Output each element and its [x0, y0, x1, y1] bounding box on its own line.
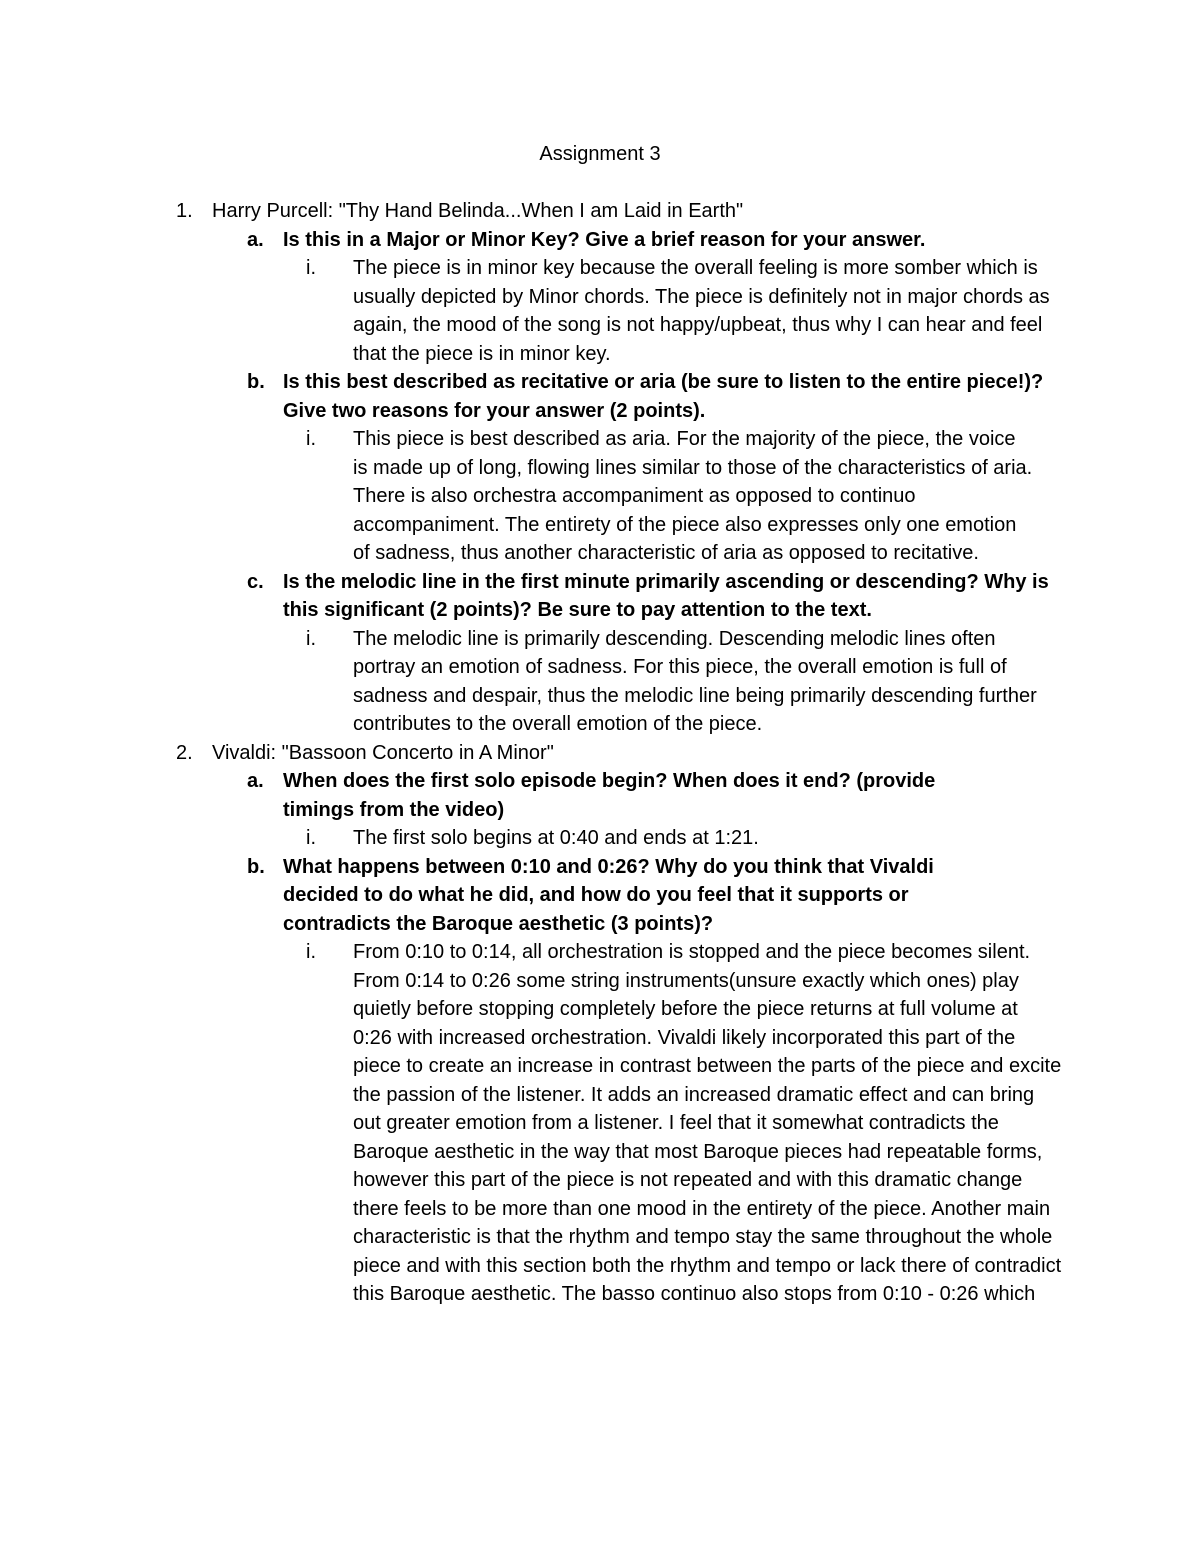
sub-question-letter: b. — [247, 855, 265, 878]
sub-question-letter: b. — [247, 371, 265, 393]
answer-item — [0, 254, 1200, 368]
answer-marker: i. — [306, 428, 316, 450]
answer-text: The melodic line is primarily descending. Descending melodic lines often portray an emotion of sadness. For this piece, the overall emotion is full of sadness and despair, thus the melodic line being primarily descending further contributes to the overall emotion of the piece. — [353, 627, 1037, 735]
answer-item — [0, 824, 1200, 853]
question-number: 1. — [176, 200, 193, 222]
answer-item — [0, 938, 1200, 1309]
sub-question — [0, 368, 1200, 425]
answer-marker: i. — [306, 627, 316, 650]
answer-text: The first solo begins at 0:40 and ends at 1:21. — [353, 827, 759, 849]
question-list — [0, 197, 1200, 1309]
sub-question — [0, 568, 1200, 625]
sub-question-letter: c. — [247, 570, 264, 593]
answer-text: From 0:10 to 0:14, all orchestration is stopped and the piece becomes silent. From 0:14 to 0:26 some string instruments(unsure exactly which ones) play quietly before stopping completely before the piece returns at full volume at 0:26 with increased orchestration. Vivaldi likely incorporated this part of the piece to create an increase in contrast between the parts of the piece and excite the passion of the listener. It adds an increased dramatic effect and can bring out greater emotion from a listener. I feel that it somewhat contradicts the Baroque aesthetic in the way that most Baroque pieces had repeatable forms, however this part of the piece is not repeated and with this dramatic change there feels to be more than one mood in the entirety of the piece. Another main characteristic is that the rhythm and tempo stay the same throughout the whole piece and with this section both the rhythm and tempo or lack there of contradict this Baroque aesthetic. The basso continuo also stops from 0:10 - 0:26 which — [353, 941, 1062, 1305]
question-item — [0, 739, 1200, 768]
answer-item — [0, 425, 1200, 568]
question-number: 2. — [176, 741, 193, 764]
answer-marker: i. — [306, 827, 316, 849]
sub-question-letter: a. — [247, 228, 264, 251]
answer-item — [0, 625, 1200, 739]
sub-question — [0, 853, 1200, 939]
answer-text: The piece is in minor key because the overall feeling is more somber which is usually depicted by Minor chords. The piece is definitely not in major chords as again, the mood of the song is not happy/upbeat, thus why I can hear and feel that the piece is in minor key. — [353, 257, 1050, 365]
sub-question-letter: a. — [247, 770, 264, 792]
answer-text: This piece is best described as aria. For the majority of the piece, the voice is made up of long, flowing lines similar to those of the characteristics of aria. There is also orchestra accompaniment as opposed to continuo accompaniment. The entirety of the piece also expresses only one emotion of sadness, thus another characteristic of aria as opposed to recitative. — [353, 428, 1033, 564]
answer-marker: i. — [306, 257, 316, 279]
question-item — [0, 197, 1200, 226]
sub-question — [0, 226, 1200, 255]
sub-question-text: What happens between 0:10 and 0:26? Why do you think that Vivaldi decided to do what he did, and how do you feel that it supports or contradicts the Baroque aesthetic (3 points)? — [283, 855, 934, 935]
answer-marker: i. — [306, 941, 316, 963]
question-text: Harry Purcell: "Thy Hand Belinda...When I am Laid in Earth" — [212, 200, 744, 222]
page-title: Assignment 3 — [539, 143, 661, 165]
sub-question — [0, 767, 1200, 824]
sub-question-text: When does the first solo episode begin? When does it end? (provide timings from the video) — [283, 770, 936, 821]
sub-question-text: Is this best described as recitative or aria (be sure to listen to the entire piece!)? Give two reasons for your answer (2 points). — [283, 371, 1044, 422]
question-text: Vivaldi: "Bassoon Concerto in A Minor" — [212, 741, 554, 764]
sub-question-text: Is this in a Major or Minor Key? Give a brief reason for your answer. — [283, 228, 926, 251]
sub-question-text: Is the melodic line in the first minute primarily ascending or descending? Why is this significant (2 points)? Be sure to pay attention to the text. — [283, 570, 1049, 621]
